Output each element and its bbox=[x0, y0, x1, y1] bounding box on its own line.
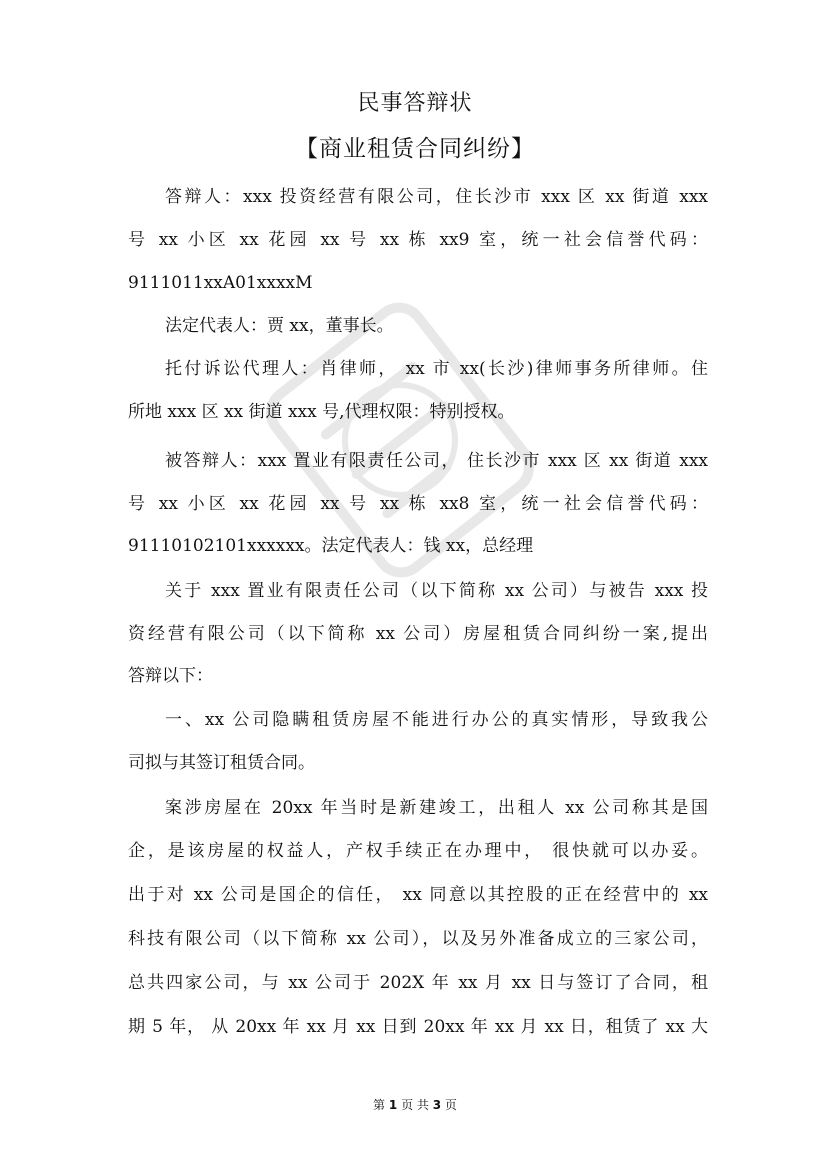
body-line: 所地 xxx 区 xx 街道 xxx 号,代理权限：特别授权。 bbox=[128, 402, 515, 422]
body-line: 托付诉讼代理人：肖律师， xx 市 xx(长沙)律师事务所律师。住 bbox=[165, 359, 708, 379]
body-line: 号 xx 小区 xx 花园 xx 号 xx 栋 xx9 室，统一社会信誉代码： bbox=[128, 230, 708, 250]
body-line: 号 xx 小区 xx 花园 xx 号 xx 栋 xx8 室，统一社会信誉代码： bbox=[128, 494, 708, 514]
body-line: 出于对 xx 公司是国企的信任， xx 同意以其控股的正在经营中的 xx bbox=[128, 885, 708, 905]
body-line: 司拟与其签订租赁合同。 bbox=[128, 753, 315, 773]
body-line: 法定代表人：贾 xx，董事长。 bbox=[165, 316, 394, 336]
body-line: 案涉房屋在 20xx 年当时是新建竣工，出租人 xx 公司称其是国 bbox=[165, 798, 708, 818]
body-line: 科技有限公司（以下简称 xx 公司），以及另外准备成立的三家公司， bbox=[128, 929, 708, 949]
footer-prefix: 第 bbox=[373, 1098, 386, 1112]
document-title: 民事答辩状 bbox=[357, 91, 473, 116]
footer-suffix: 页 bbox=[444, 1098, 457, 1112]
body-line: 被答辩人：xxx 置业有限责任公司， 住长沙市 xxx 区 xx 街道 xxx bbox=[165, 451, 708, 471]
body-line: 总共四家公司，与 xx 公司于 202X 年 xx 月 xx 日与签订了合同，租 bbox=[128, 973, 708, 993]
body-line: 91110102101xxxxxx。法定代表人：钱 xx，总经理 bbox=[128, 536, 534, 556]
body-line: 关于 xxx 置业有限责任公司（以下简称 xx 公司）与被告 xxx 投 bbox=[165, 581, 708, 601]
body-line: 企，是该房屋的权益人，产权手续正在办理中， 很快就可以办妥。 bbox=[128, 841, 708, 861]
footer-page-number: 1 bbox=[388, 1098, 398, 1112]
document-subtitle: 【商业租赁合同纠纷】 bbox=[295, 136, 535, 162]
footer-total-pages: 3 bbox=[432, 1098, 442, 1112]
body-line: 资经营有限公司（以下简称 xx 公司）房屋租赁合同纠纷一案,提出 bbox=[128, 624, 708, 644]
body-line: 期 5 年， 从 20xx 年 xx 月 xx 日到 20xx 年 xx 月 xx 日，租赁了 xx 大 bbox=[128, 1017, 708, 1037]
page-footer bbox=[0, 1096, 830, 1113]
footer-middle: 页 共 bbox=[401, 1098, 429, 1112]
body-line: 答辩人：xxx 投资经营有限公司，住长沙市 xxx 区 xx 街道 xxx bbox=[165, 187, 708, 207]
body-line: 一、xx 公司隐瞒租赁房屋不能进行办公的真实情形，导致我公 bbox=[165, 710, 708, 730]
body-line: 答辩以下： bbox=[128, 666, 213, 686]
body-line: 9111011xxA01xxxxM bbox=[128, 273, 313, 293]
